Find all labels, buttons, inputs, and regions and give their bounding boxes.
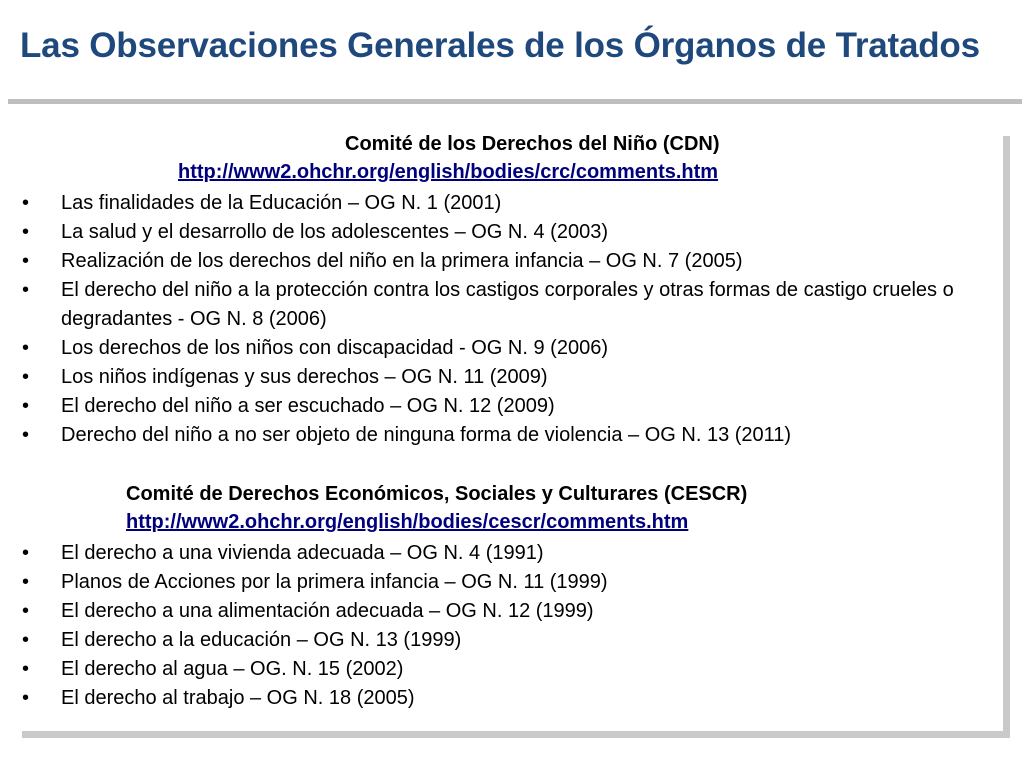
list-item: [22, 189, 982, 218]
bullet-icon: •: [22, 250, 30, 272]
list-item: [22, 392, 982, 421]
list-item: [22, 247, 982, 276]
slide-title: Las Observaciones Generales de los Órganos de Tratados: [20, 26, 980, 65]
bullet-icon: •: [22, 571, 30, 593]
list-item-text: Planos de Acciones por la primera infancia – OG N. 11 (1999): [61, 571, 608, 593]
bullet-icon: •: [22, 221, 30, 243]
cescr-comments-link[interactable]: http://www2.ohchr.org/english/bodies/cescr/comments.htm: [126, 511, 689, 533]
crc-comment-list: [22, 189, 982, 450]
list-item-text: Las finalidades de la Educación – OG N. 1 (2001): [61, 192, 502, 214]
list-item-text: Los niños indígenas y sus derechos – OG N. 11 (2009): [61, 366, 548, 388]
list-item: [22, 684, 982, 713]
list-item-text: El derecho del niño a ser escuchado – OG N. 12 (2009): [61, 395, 555, 417]
list-item-text: El derecho a la educación – OG N. 13 (1999): [61, 629, 462, 651]
list-item: [22, 276, 982, 334]
content-box-shadow-bottom: [22, 731, 1010, 738]
list-item: [22, 218, 982, 247]
list-item: [22, 334, 982, 363]
list-item: [22, 597, 982, 626]
bullet-icon: •: [22, 366, 30, 388]
list-item: [22, 568, 982, 597]
bullet-icon: •: [22, 395, 30, 417]
crc-section-heading: Comité de los Derechos del Niño (CDN): [345, 133, 720, 155]
bullet-icon: •: [22, 687, 30, 709]
bullet-icon: •: [22, 337, 30, 359]
list-item-text: Los derechos de los niños con discapacidad - OG N. 9 (2006): [61, 337, 608, 359]
list-item-text: El derecho a una vivienda adecuada – OG N. 4 (1991): [61, 542, 544, 564]
cescr-section-heading: Comité de Derechos Económicos, Sociales y Culturares (CESCR): [126, 483, 748, 505]
bullet-icon: •: [22, 600, 30, 622]
crc-comments-link[interactable]: http://www2.ohchr.org/english/bodies/crc/comments.htm: [178, 161, 719, 183]
bullet-icon: •: [22, 542, 30, 564]
bullet-icon: •: [22, 629, 30, 651]
bullet-icon: •: [22, 279, 30, 301]
list-item: [22, 539, 982, 568]
list-item-text: Derecho del niño a no ser objeto de ninguna forma de violencia – OG N. 13 (2011): [61, 424, 792, 446]
list-item: [22, 421, 982, 450]
list-item-text: La salud y el desarrollo de los adolescentes – OG N. 4 (2003): [61, 221, 608, 243]
cescr-comment-list: [22, 539, 982, 713]
list-item-text: El derecho al agua – OG. N. 15 (2002): [61, 658, 404, 680]
list-item-text: Realización de los derechos del niño en la primera infancia – OG N. 7 (2005): [61, 250, 743, 272]
list-item: [22, 363, 982, 392]
list-item-text: El derecho a una alimentación adecuada – OG N. 12 (1999): [61, 600, 594, 622]
title-divider: [8, 99, 1022, 104]
list-item-text: El derecho del niño a la protección contra los castigos corporales y otras formas de castigo crueles o degradantes - OG N. 8 (2006): [61, 279, 954, 330]
list-item: [22, 655, 982, 684]
list-item: [22, 626, 982, 655]
bullet-icon: •: [22, 658, 30, 680]
list-item-text: El derecho al trabajo – OG N. 18 (2005): [61, 687, 415, 709]
bullet-icon: •: [22, 424, 30, 446]
content-box-shadow-right: [1003, 136, 1010, 738]
bullet-icon: •: [22, 192, 30, 214]
